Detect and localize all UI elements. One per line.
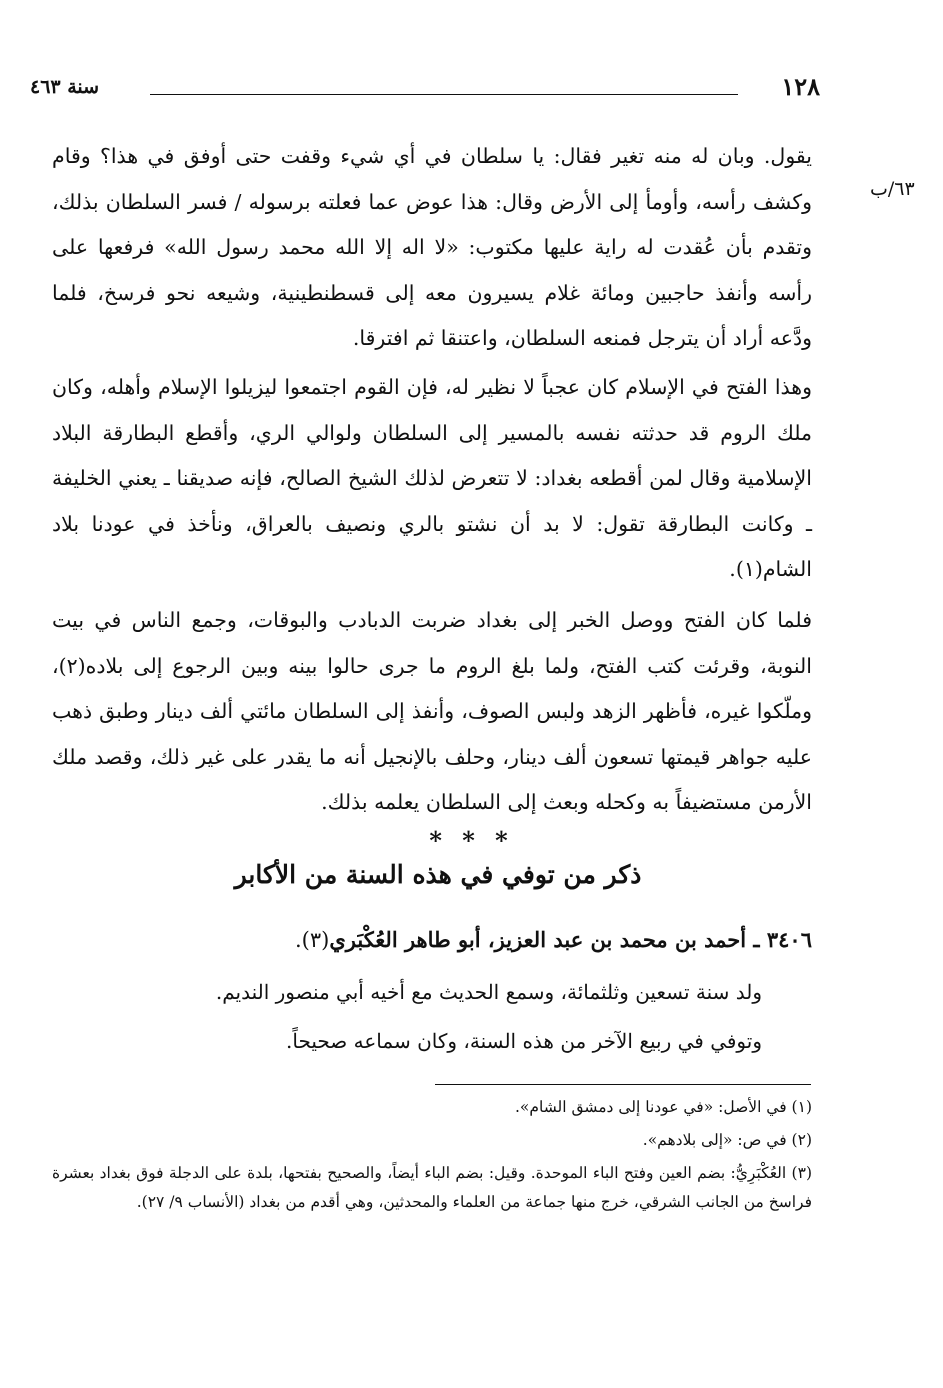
entry-line-1: ولد سنة تسعين وثلثمائة، وسمع الحديث مع أخيه أبي منصور النديم. <box>215 980 762 1004</box>
footnote-3: (٣) العُكْبَرِيُّ: بضم العين وفتح الباء الموحدة. وقيل: بضم الباء أيضاً، والصحيح بفتحها، بلدة على الدجلة فوق بغداد بعشرة فراسخ من الجانب الشرقي، خرج منها جماعة من العلماء والمحدثين، وهي أقدم من بغداد (الأنساب ٩/ ٢٧). <box>52 1164 812 1211</box>
footnote-2: (٢) في ص: «إلى بلادهم». <box>642 1131 812 1149</box>
header-rule <box>150 94 738 95</box>
paragraph-1: يقول. وبان له منه تغير فقال: يا سلطان في أي شيء وقفت حتى أوفق في هذا؟ وقام وكشف رأسه، وأومأ إلى الأرض وقال: هذا عوض عما فعلته برسوله / فسر السلطان بذلك، وتقدم بأن عُقدت له راية عليها مكتوب: «لا اله إلا الله محمد رسول الله» فرفعها على رأسه وأنفذ حاجبين ومائة غلام يسيرون معه إلى قسطنطينية، وشيعه نحو فرسخ، فلما ودَّعه أراد أن يترجل فمنعه السلطان، واعتنقا ثم افترقا. <box>52 144 812 350</box>
paragraph-2: وهذا الفتح في الإسلام كان عجباً لا نظير له، فإن القوم اجتمعوا ليزيلوا الإسلام وأهله، وكان ملك الروم قد حدثته نفسه بالمسير إلى السلطان ولوالي الري، وأقطع البطارقة البلاد الإسلامية وقال لمن أقطعه بغداد: لا تتعرض لذلك الشيخ الصالح، فإنه صديقنا ـ يعني الخليفة ـ وكانت البطارقة تقول: لا بد أن نشتو بالري ونصيف بالعراق، ونأخذ في عودنا بلاد الشام(١). <box>52 375 812 581</box>
entry-footnote-reference: (٣). <box>294 928 330 952</box>
section-separator: * * * <box>429 826 514 855</box>
entry-line-2: وتوفي في ربيع الآخر من هذه السنة، وكان سماعه صحيحاً. <box>286 1029 762 1053</box>
section-title: ذكر من توفي في هذه السنة من الأكابر <box>234 860 642 889</box>
page-header <box>30 72 820 106</box>
running-title: سنة ٤٦٣ <box>30 76 100 98</box>
footnote-rule <box>435 1084 811 1085</box>
footnotes <box>52 1093 812 1221</box>
entry-name: ٣٤٠٦ ـ أحمد بن محمد بن عبد العزيز، أبو طاهر العُكْبَري <box>329 927 812 952</box>
folio-margin-note: ٦٣/ب <box>870 178 915 200</box>
page-number: ١٢٨ <box>781 72 820 101</box>
biography-entry-heading <box>52 918 812 962</box>
footnote-1: (١) في الأصل: «في عودنا إلى دمشق الشام». <box>514 1098 812 1116</box>
paragraph-3: فلما كان الفتح ووصل الخبر إلى بغداد ضربت الدبادب والبوقات، وجمع الناس في بيت النوبة، وقرئت كتب الفتح، ولما بلغ الروم ما جرى حالوا بينه وبين الرجوع إلى بلاده(٢)، وملّكوا غيره، فأظهر الزهد ولبس الصوف، وأنفذ إلى السلطان مائتي ألف دينار وطبق ذهب عليه جواهر قيمتها تسعون ألف دينار، وحلف بالإنجيل أنه ما يقدر على غير ذلك، وقصد ملك الأرمن مستضيفاً به وكحله وبعث إلى السلطان يعلمه بذلك. <box>52 608 812 814</box>
